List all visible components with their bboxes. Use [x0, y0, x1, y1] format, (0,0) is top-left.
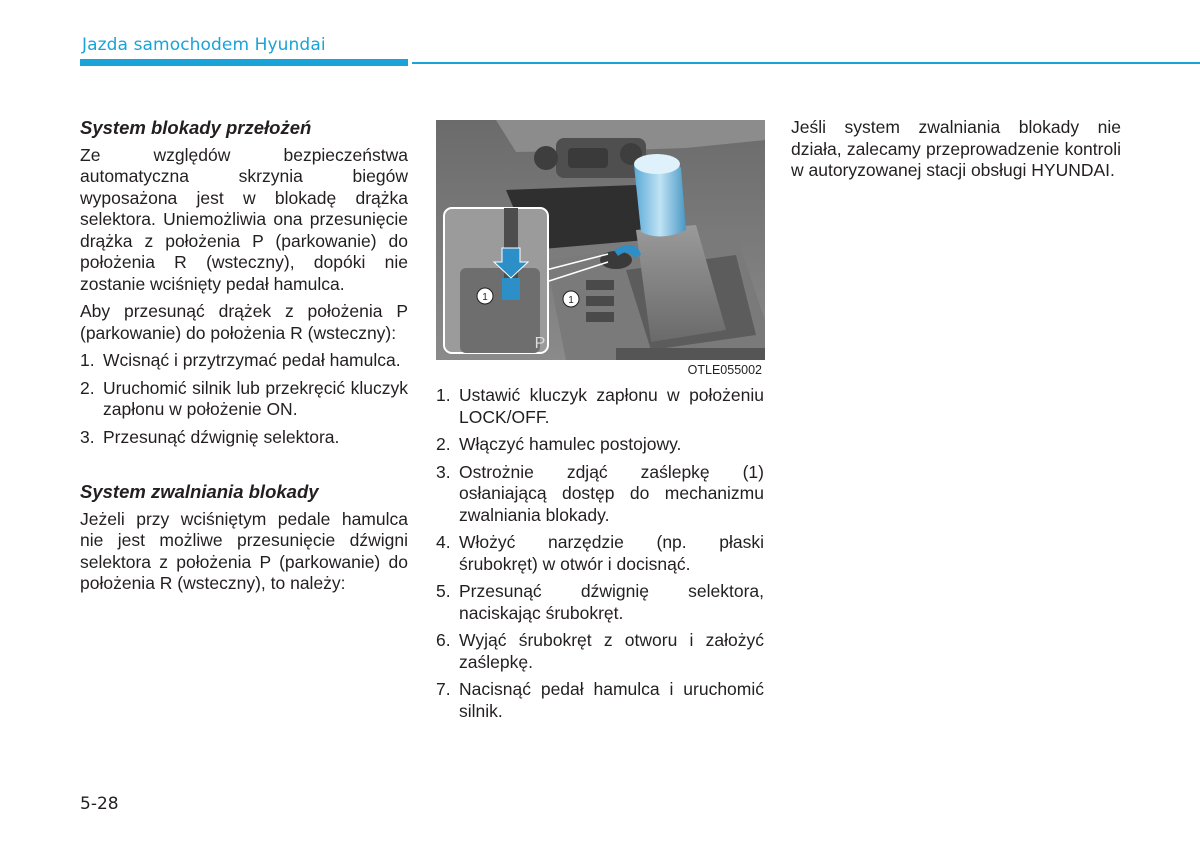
shift-lock-release-illustration — [436, 120, 765, 378]
right-column — [791, 117, 1121, 188]
step-text: Włączyć hamulec postojowy. — [459, 434, 682, 454]
callout-label: 1 — [482, 292, 488, 303]
release-steps — [436, 385, 764, 722]
step-text: Przesunąć dźwignię selektora, naciskając śrubokręt. — [459, 581, 764, 623]
list-item — [80, 350, 408, 372]
list-item — [436, 630, 764, 673]
paragraph-shift-lock-release: Jeżeli przy wciśniętym pedale hamulca nie jest możliwe przesunięcie dźwigni selektora z położenia P (parkowanie) do położenia R (wsteczny), to należy: — [80, 508, 408, 593]
list-item — [436, 532, 764, 575]
step-number: 1. — [80, 350, 95, 370]
shift-lock-steps — [80, 350, 408, 448]
step-number: 3. — [80, 426, 95, 447]
step-number: 1. — [436, 385, 451, 405]
step-number: 4. — [436, 532, 451, 552]
step-text: Nacisnąć pedał hamulca i uruchomić silnik. — [459, 679, 764, 721]
step-number: 2. — [436, 434, 451, 454]
step-number: 6. — [436, 630, 451, 650]
step-text: Ustawić kluczyk zapłonu w położeniu LOCK/OFF. — [459, 385, 764, 427]
paragraph-shift-lock-howto: Aby przesunąć drążek z położenia P (parkowanie) do położenia R (wsteczny): — [80, 301, 408, 343]
step-number: 5. — [436, 581, 451, 601]
step-text: Wyjąć śrubokręt z otworu i założyć zaślepkę. — [459, 630, 764, 672]
list-item — [80, 378, 408, 421]
middle-column — [436, 385, 764, 728]
paragraph-service-recommendation: Jeśli system zwalniania blokady nie działa, zalecamy przeprowadzenie kontroli w autoryzowanej stacji obsługi HYUNDAI. — [791, 117, 1121, 180]
list-item — [436, 434, 764, 456]
header-bar — [80, 59, 408, 66]
header-title: Jazda samochodem Hyundai — [82, 35, 326, 55]
callout-label: 1 — [568, 295, 574, 306]
step-number: 3. — [436, 461, 451, 482]
step-text: Ostrożnie zdjąć zaślepkę (1) osłaniającą dostęp do mechanizmu zwalniania blokady. — [459, 461, 764, 525]
left-column — [80, 117, 408, 601]
section-heading-shift-lock-release: System zwalniania blokady — [80, 481, 319, 502]
page-number: 5-28 — [80, 794, 119, 814]
list-item — [436, 462, 764, 527]
section-heading-shift-lock: System blokady przełożeń — [80, 117, 312, 138]
step-text: Przesunąć dźwignię selektora. — [103, 426, 340, 447]
step-number: 2. — [80, 377, 95, 398]
list-item — [80, 427, 408, 449]
gear-letter: P — [534, 335, 546, 352]
list-item — [436, 385, 764, 428]
step-text: Uruchomić silnik lub przekręcić kluczyk zapłonu w położenie ON. — [103, 377, 408, 419]
paragraph-shift-lock-intro: Ze względów bezpieczeństwa automatyczna skrzynia biegów wyposażona jest w blokadę drążka selektora. Uniemożliwia ona przesunięcie drążka z położenia P (parkowanie) do położenia R (wsteczny), dopóki nie zostanie wciśnięty pedał hamulca. — [80, 144, 408, 294]
figure-code: OTLE055002 — [687, 363, 762, 377]
step-text: Wcisnąć i przytrzymać pedał hamulca. — [103, 350, 401, 370]
step-text: Włożyć narzędzie (np. płaski śrubokręt) w otwór i docisnąć. — [459, 532, 764, 574]
header-rule — [412, 62, 1200, 64]
list-item — [436, 581, 764, 624]
step-number: 7. — [436, 679, 451, 699]
list-item — [436, 679, 764, 722]
